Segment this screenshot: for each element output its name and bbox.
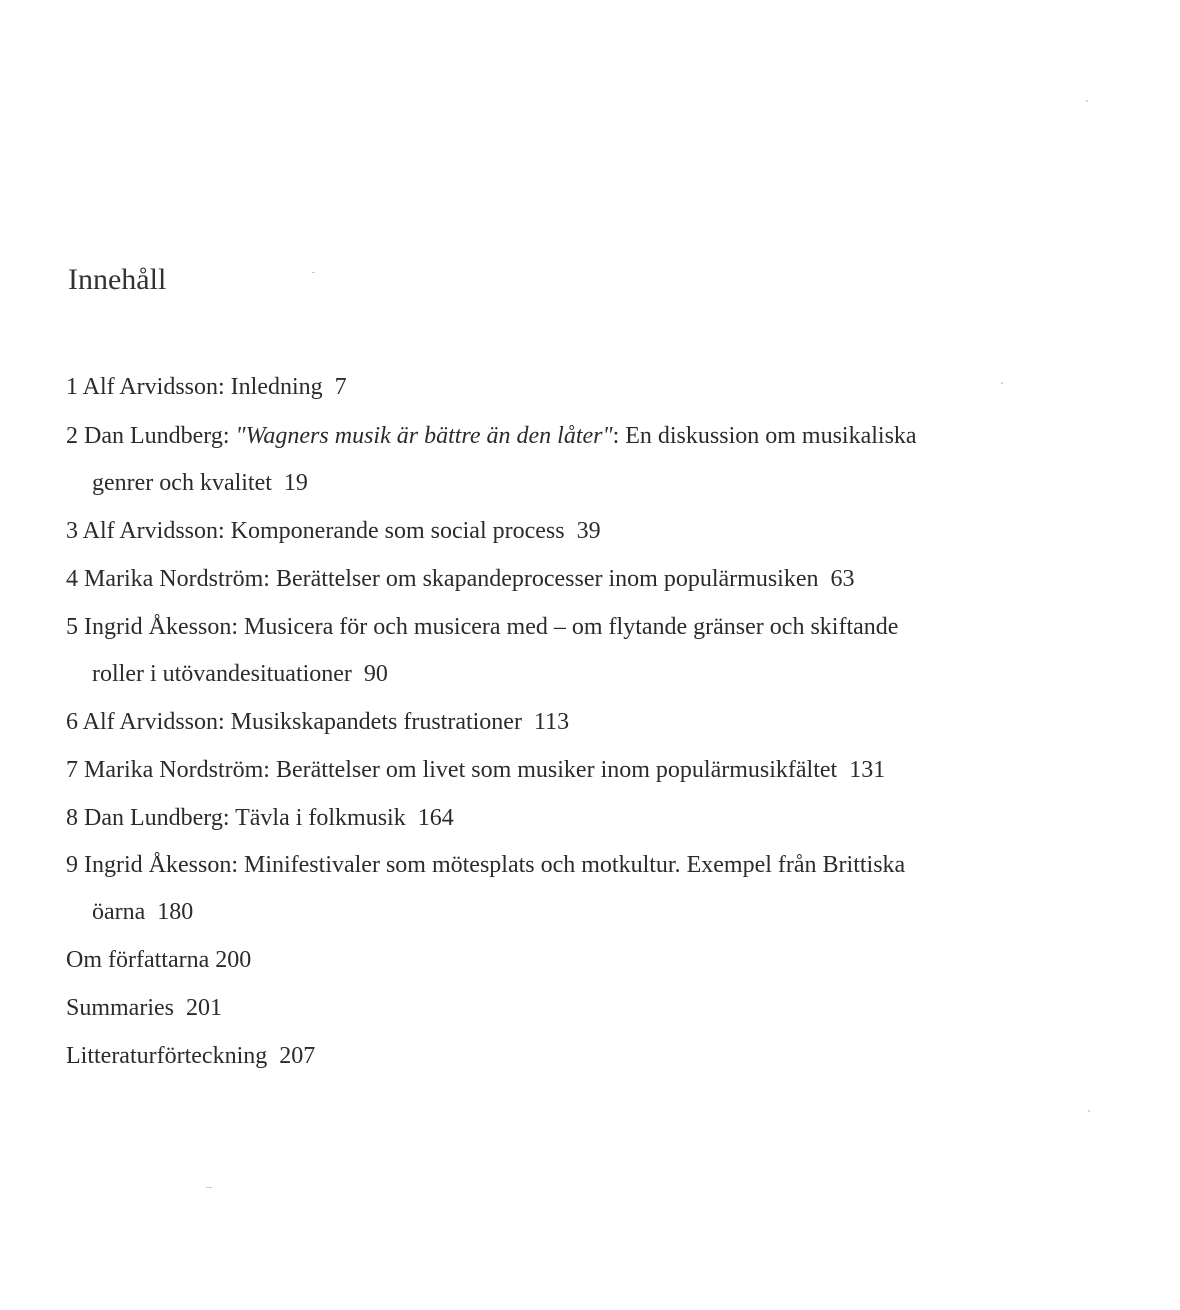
toc-entry-prefix: 2 Dan Lundberg: bbox=[66, 423, 236, 449]
scan-speck bbox=[312, 272, 315, 273]
toc-page-number: 63 bbox=[830, 566, 855, 592]
toc-entry-italic-title: "Wagners musik är bättre än den låter" bbox=[235, 423, 613, 449]
toc-entry-8 bbox=[66, 801, 454, 835]
toc-entry-text: genrer och kvalitet bbox=[92, 470, 272, 496]
toc-page-number: 180 bbox=[157, 899, 194, 925]
toc-entry-text: 7 Marika Nordström: Berättelser om livet som musiker inom populärmusikfältet bbox=[66, 757, 838, 783]
toc-page-number: 19 bbox=[283, 470, 308, 496]
toc-entry-2 bbox=[66, 419, 917, 453]
toc-page-number: 207 bbox=[279, 1043, 316, 1069]
toc-entry-text: 3 Alf Arvidsson: Komponerande som social process bbox=[66, 518, 565, 544]
toc-entry-bibliography bbox=[66, 1039, 315, 1073]
toc-entry-5 bbox=[66, 610, 1052, 644]
toc-page-number: 7 bbox=[334, 374, 347, 400]
toc-page-number: 90 bbox=[363, 661, 388, 687]
toc-entry-summaries bbox=[66, 991, 222, 1025]
toc-page-number: 201 bbox=[186, 995, 222, 1021]
toc-entry-text: 4 Marika Nordström: Berättelser om skapandeprocesser inom populärmusiken bbox=[66, 566, 819, 592]
toc-entry-text: 1 Alf Arvidsson: Inledning bbox=[66, 374, 323, 400]
toc-entry-text: 8 Dan Lundberg: Tävla i folkmusik bbox=[66, 805, 406, 831]
toc-entry-2-continued bbox=[92, 466, 308, 500]
toc-entry-text: 5 Ingrid Åkesson: Musicera för och musicera med – om flytande gränser och skiftande bbox=[66, 614, 899, 640]
scan-speck bbox=[1001, 382, 1003, 384]
toc-entry-9 bbox=[66, 848, 905, 882]
toc-entry-4 bbox=[66, 562, 854, 596]
toc-entry-5-continued bbox=[92, 657, 388, 691]
toc-page-number: 131 bbox=[849, 757, 886, 783]
toc-page-number: 113 bbox=[533, 709, 570, 735]
toc-page-number: 200 bbox=[215, 947, 252, 973]
toc-entry-3 bbox=[66, 514, 601, 548]
scan-speck bbox=[1088, 1110, 1090, 1112]
toc-entry-9-continued bbox=[92, 895, 193, 929]
toc-entry-text: Summaries bbox=[66, 995, 174, 1021]
toc-entry-text: roller i utövandesituationer bbox=[92, 661, 352, 687]
toc-entry-6 bbox=[66, 705, 569, 739]
toc-entry-7 bbox=[66, 753, 885, 787]
toc-entry-text: 9 Ingrid Åkesson: Minifestivaler som mötesplats och motkultur. Exempel från Brittiska bbox=[66, 852, 906, 878]
toc-page-number: 164 bbox=[417, 805, 454, 831]
toc-entry-text: Om författarna bbox=[66, 947, 210, 973]
toc-entry-1 bbox=[66, 370, 347, 404]
toc-entry-text: öarna bbox=[92, 899, 146, 925]
toc-page-number: 39 bbox=[576, 518, 601, 544]
toc-entry-authors bbox=[66, 943, 251, 977]
toc-entry-text: Litteraturförteckning bbox=[66, 1043, 268, 1069]
scan-speck bbox=[206, 1187, 212, 1188]
toc-entry-text: 6 Alf Arvidsson: Musikskapandets frustrationer bbox=[66, 709, 522, 735]
toc-entry-suffix: : En diskussion om musikaliska bbox=[612, 423, 917, 449]
scan-speck bbox=[1086, 100, 1088, 102]
toc-heading: Innehåll bbox=[68, 263, 167, 296]
